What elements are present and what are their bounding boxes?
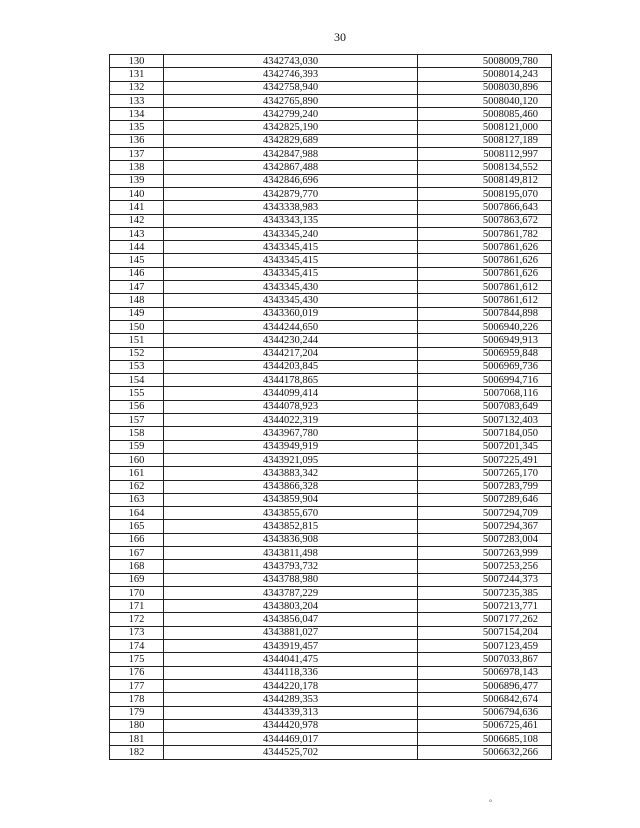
- x-coordinate-cell: 4343836,908: [164, 533, 418, 546]
- point-number-cell: 155: [110, 387, 164, 400]
- table-row: [110, 387, 552, 400]
- x-coordinate-cell: 4343856,047: [164, 613, 418, 626]
- x-coordinate-cell: 4342867,488: [164, 161, 418, 174]
- table-row: [110, 68, 552, 81]
- point-number-cell: 148: [110, 294, 164, 307]
- point-number-cell: 168: [110, 560, 164, 573]
- y-coordinate-cell: 5007263,999: [418, 546, 552, 559]
- x-coordinate-cell: 4344230,244: [164, 334, 418, 347]
- coordinates-table-body: [110, 55, 552, 760]
- point-number-cell: 180: [110, 719, 164, 732]
- point-number-cell: 179: [110, 706, 164, 719]
- table-row: [110, 507, 552, 520]
- x-coordinate-cell: 4343852,815: [164, 520, 418, 533]
- point-number-cell: 134: [110, 108, 164, 121]
- x-coordinate-cell: 4343345,415: [164, 267, 418, 280]
- y-coordinate-cell: 5006959,848: [418, 347, 552, 360]
- x-coordinate-cell: 4342879,770: [164, 187, 418, 200]
- page-number: 30: [334, 30, 346, 44]
- y-coordinate-cell: 5007213,771: [418, 600, 552, 613]
- point-number-cell: 162: [110, 480, 164, 493]
- x-coordinate-cell: 4343811,498: [164, 546, 418, 559]
- table-row: [110, 719, 552, 732]
- table-row: [110, 586, 552, 599]
- y-coordinate-cell: 5007294,709: [418, 507, 552, 520]
- point-number-cell: 163: [110, 493, 164, 506]
- coordinates-table: [109, 54, 552, 760]
- y-coordinate-cell: 5007132,403: [418, 414, 552, 427]
- point-number-cell: 164: [110, 507, 164, 520]
- y-coordinate-cell: 5007083,649: [418, 400, 552, 413]
- table-row: [110, 640, 552, 653]
- x-coordinate-cell: 4343859,904: [164, 493, 418, 506]
- point-number-cell: 139: [110, 174, 164, 187]
- x-coordinate-cell: 4343787,229: [164, 586, 418, 599]
- point-number-cell: 132: [110, 81, 164, 94]
- table-row: [110, 666, 552, 679]
- x-coordinate-cell: 4342799,240: [164, 108, 418, 121]
- y-coordinate-cell: 5008085,460: [418, 108, 552, 121]
- table-row: [110, 427, 552, 440]
- y-coordinate-cell: 5007033,867: [418, 653, 552, 666]
- table-row: [110, 733, 552, 746]
- table-row: [110, 201, 552, 214]
- y-coordinate-cell: 5007289,646: [418, 493, 552, 506]
- x-coordinate-cell: 4342846,696: [164, 174, 418, 187]
- x-coordinate-cell: 4344078,923: [164, 400, 418, 413]
- y-coordinate-cell: 5007123,459: [418, 640, 552, 653]
- y-coordinate-cell: 5007861,612: [418, 281, 552, 294]
- table-row: [110, 320, 552, 333]
- y-coordinate-cell: 5007068,116: [418, 387, 552, 400]
- x-coordinate-cell: 4344118,336: [164, 666, 418, 679]
- x-coordinate-cell: 4344469,017: [164, 733, 418, 746]
- y-coordinate-cell: 5008009,780: [418, 55, 552, 68]
- x-coordinate-cell: 4344203,845: [164, 360, 418, 373]
- x-coordinate-cell: 4343338,983: [164, 201, 418, 214]
- y-coordinate-cell: 5008195,070: [418, 187, 552, 200]
- x-coordinate-cell: 4342847,988: [164, 148, 418, 161]
- y-coordinate-cell: 5006969,736: [418, 360, 552, 373]
- y-coordinate-cell: 5007184,050: [418, 427, 552, 440]
- footer-mark: °: [489, 798, 493, 807]
- table-row: [110, 440, 552, 453]
- point-number-cell: 141: [110, 201, 164, 214]
- x-coordinate-cell: 4344244,650: [164, 320, 418, 333]
- x-coordinate-cell: 4344022,319: [164, 414, 418, 427]
- table-row: [110, 400, 552, 413]
- y-coordinate-cell: 5007154,204: [418, 626, 552, 639]
- point-number-cell: 170: [110, 586, 164, 599]
- table-row: [110, 520, 552, 533]
- point-number-cell: 176: [110, 666, 164, 679]
- x-coordinate-cell: 4343883,342: [164, 467, 418, 480]
- table-row: [110, 174, 552, 187]
- table-row: [110, 281, 552, 294]
- x-coordinate-cell: 4343881,027: [164, 626, 418, 639]
- table-row: [110, 161, 552, 174]
- table-row: [110, 121, 552, 134]
- x-coordinate-cell: 4343855,670: [164, 507, 418, 520]
- y-coordinate-cell: 5007861,612: [418, 294, 552, 307]
- y-coordinate-cell: 5008014,243: [418, 68, 552, 81]
- point-number-cell: 137: [110, 148, 164, 161]
- x-coordinate-cell: 4344220,178: [164, 679, 418, 692]
- y-coordinate-cell: 5007244,373: [418, 573, 552, 586]
- table-row: [110, 214, 552, 227]
- table-row: [110, 334, 552, 347]
- y-coordinate-cell: 5007177,262: [418, 613, 552, 626]
- y-coordinate-cell: 5006994,716: [418, 374, 552, 387]
- x-coordinate-cell: 4344217,204: [164, 347, 418, 360]
- table-row: [110, 493, 552, 506]
- x-coordinate-cell: 4344041,475: [164, 653, 418, 666]
- point-number-cell: 153: [110, 360, 164, 373]
- y-coordinate-cell: 5008149,812: [418, 174, 552, 187]
- x-coordinate-cell: 4343345,430: [164, 294, 418, 307]
- table-row: [110, 693, 552, 706]
- y-coordinate-cell: 5006725,461: [418, 719, 552, 732]
- point-number-cell: 173: [110, 626, 164, 639]
- x-coordinate-cell: 4343345,415: [164, 254, 418, 267]
- y-coordinate-cell: 5007225,491: [418, 453, 552, 466]
- table-row: [110, 679, 552, 692]
- point-number-cell: 144: [110, 241, 164, 254]
- y-coordinate-cell: 5006842,674: [418, 693, 552, 706]
- table-row: [110, 267, 552, 280]
- point-number-cell: 175: [110, 653, 164, 666]
- table-row: [110, 453, 552, 466]
- x-coordinate-cell: 4342829,689: [164, 134, 418, 147]
- point-number-cell: 172: [110, 613, 164, 626]
- y-coordinate-cell: 5007866,643: [418, 201, 552, 214]
- x-coordinate-cell: 4343345,240: [164, 227, 418, 240]
- x-coordinate-cell: 4344420,978: [164, 719, 418, 732]
- point-number-cell: 182: [110, 746, 164, 759]
- y-coordinate-cell: 5008121,000: [418, 121, 552, 134]
- point-number-cell: 171: [110, 600, 164, 613]
- y-coordinate-cell: 5007235,385: [418, 586, 552, 599]
- x-coordinate-cell: 4342743,030: [164, 55, 418, 68]
- point-number-cell: 156: [110, 400, 164, 413]
- point-number-cell: 143: [110, 227, 164, 240]
- table-row: [110, 148, 552, 161]
- y-coordinate-cell: 5007253,256: [418, 560, 552, 573]
- table-row: [110, 746, 552, 759]
- table-row: [110, 187, 552, 200]
- x-coordinate-cell: 4343803,204: [164, 600, 418, 613]
- x-coordinate-cell: 4343949,919: [164, 440, 418, 453]
- table-row: [110, 307, 552, 320]
- x-coordinate-cell: 4344289,353: [164, 693, 418, 706]
- table-row: [110, 81, 552, 94]
- y-coordinate-cell: 5007283,004: [418, 533, 552, 546]
- y-coordinate-cell: 5006940,226: [418, 320, 552, 333]
- point-number-cell: 160: [110, 453, 164, 466]
- table-row: [110, 467, 552, 480]
- y-coordinate-cell: 5006794,636: [418, 706, 552, 719]
- table-row: [110, 546, 552, 559]
- table-row: [110, 626, 552, 639]
- table-row: [110, 254, 552, 267]
- x-coordinate-cell: 4343360,019: [164, 307, 418, 320]
- x-coordinate-cell: 4344178,865: [164, 374, 418, 387]
- point-number-cell: 151: [110, 334, 164, 347]
- point-number-cell: 138: [110, 161, 164, 174]
- table-row: [110, 533, 552, 546]
- point-number-cell: 166: [110, 533, 164, 546]
- table-row: [110, 294, 552, 307]
- x-coordinate-cell: 4344525,702: [164, 746, 418, 759]
- y-coordinate-cell: 5008134,552: [418, 161, 552, 174]
- y-coordinate-cell: 5007265,170: [418, 467, 552, 480]
- table-row: [110, 108, 552, 121]
- point-number-cell: 169: [110, 573, 164, 586]
- x-coordinate-cell: 4343345,415: [164, 241, 418, 254]
- y-coordinate-cell: 5008040,120: [418, 94, 552, 107]
- y-coordinate-cell: 5008127,189: [418, 134, 552, 147]
- table-row: [110, 600, 552, 613]
- point-number-cell: 147: [110, 281, 164, 294]
- point-number-cell: 140: [110, 187, 164, 200]
- x-coordinate-cell: 4343919,457: [164, 640, 418, 653]
- x-coordinate-cell: 4343788,980: [164, 573, 418, 586]
- y-coordinate-cell: 5006632,266: [418, 746, 552, 759]
- table-row: [110, 414, 552, 427]
- point-number-cell: 135: [110, 121, 164, 134]
- x-coordinate-cell: 4343345,430: [164, 281, 418, 294]
- table-row: [110, 94, 552, 107]
- y-coordinate-cell: 5007861,782: [418, 227, 552, 240]
- table-row: [110, 573, 552, 586]
- table-row: [110, 347, 552, 360]
- y-coordinate-cell: 5007861,626: [418, 241, 552, 254]
- y-coordinate-cell: 5008030,896: [418, 81, 552, 94]
- x-coordinate-cell: 4344099,414: [164, 387, 418, 400]
- point-number-cell: 174: [110, 640, 164, 653]
- x-coordinate-cell: 4342825,190: [164, 121, 418, 134]
- point-number-cell: 149: [110, 307, 164, 320]
- point-number-cell: 158: [110, 427, 164, 440]
- point-number-cell: 177: [110, 679, 164, 692]
- table-row: [110, 227, 552, 240]
- point-number-cell: 133: [110, 94, 164, 107]
- x-coordinate-cell: 4343866,328: [164, 480, 418, 493]
- table-row: [110, 480, 552, 493]
- table-row: [110, 613, 552, 626]
- point-number-cell: 152: [110, 347, 164, 360]
- point-number-cell: 150: [110, 320, 164, 333]
- x-coordinate-cell: 4344339,313: [164, 706, 418, 719]
- point-number-cell: 178: [110, 693, 164, 706]
- y-coordinate-cell: 5007861,626: [418, 254, 552, 267]
- table-row: [110, 560, 552, 573]
- x-coordinate-cell: 4342765,890: [164, 94, 418, 107]
- x-coordinate-cell: 4342746,393: [164, 68, 418, 81]
- y-coordinate-cell: 5006896,477: [418, 679, 552, 692]
- table-row: [110, 706, 552, 719]
- y-coordinate-cell: 5006949,913: [418, 334, 552, 347]
- x-coordinate-cell: 4343967,780: [164, 427, 418, 440]
- point-number-cell: 130: [110, 55, 164, 68]
- x-coordinate-cell: 4343793,732: [164, 560, 418, 573]
- table-row: [110, 241, 552, 254]
- x-coordinate-cell: 4343343,135: [164, 214, 418, 227]
- y-coordinate-cell: 5007201,345: [418, 440, 552, 453]
- y-coordinate-cell: 5006685,108: [418, 733, 552, 746]
- point-number-cell: 131: [110, 68, 164, 81]
- point-number-cell: 154: [110, 374, 164, 387]
- point-number-cell: 145: [110, 254, 164, 267]
- table-row: [110, 360, 552, 373]
- point-number-cell: 157: [110, 414, 164, 427]
- y-coordinate-cell: 5007294,367: [418, 520, 552, 533]
- point-number-cell: 136: [110, 134, 164, 147]
- y-coordinate-cell: 5007283,799: [418, 480, 552, 493]
- point-number-cell: 167: [110, 546, 164, 559]
- table-row: [110, 55, 552, 68]
- x-coordinate-cell: 4342758,940: [164, 81, 418, 94]
- table-row: [110, 374, 552, 387]
- table-row: [110, 653, 552, 666]
- y-coordinate-cell: 5007861,626: [418, 267, 552, 280]
- y-coordinate-cell: 5008112,997: [418, 148, 552, 161]
- point-number-cell: 161: [110, 467, 164, 480]
- y-coordinate-cell: 5007844,898: [418, 307, 552, 320]
- y-coordinate-cell: 5007863,672: [418, 214, 552, 227]
- point-number-cell: 159: [110, 440, 164, 453]
- table-row: [110, 134, 552, 147]
- point-number-cell: 181: [110, 733, 164, 746]
- y-coordinate-cell: 5006978,143: [418, 666, 552, 679]
- point-number-cell: 165: [110, 520, 164, 533]
- x-coordinate-cell: 4343921,095: [164, 453, 418, 466]
- point-number-cell: 142: [110, 214, 164, 227]
- point-number-cell: 146: [110, 267, 164, 280]
